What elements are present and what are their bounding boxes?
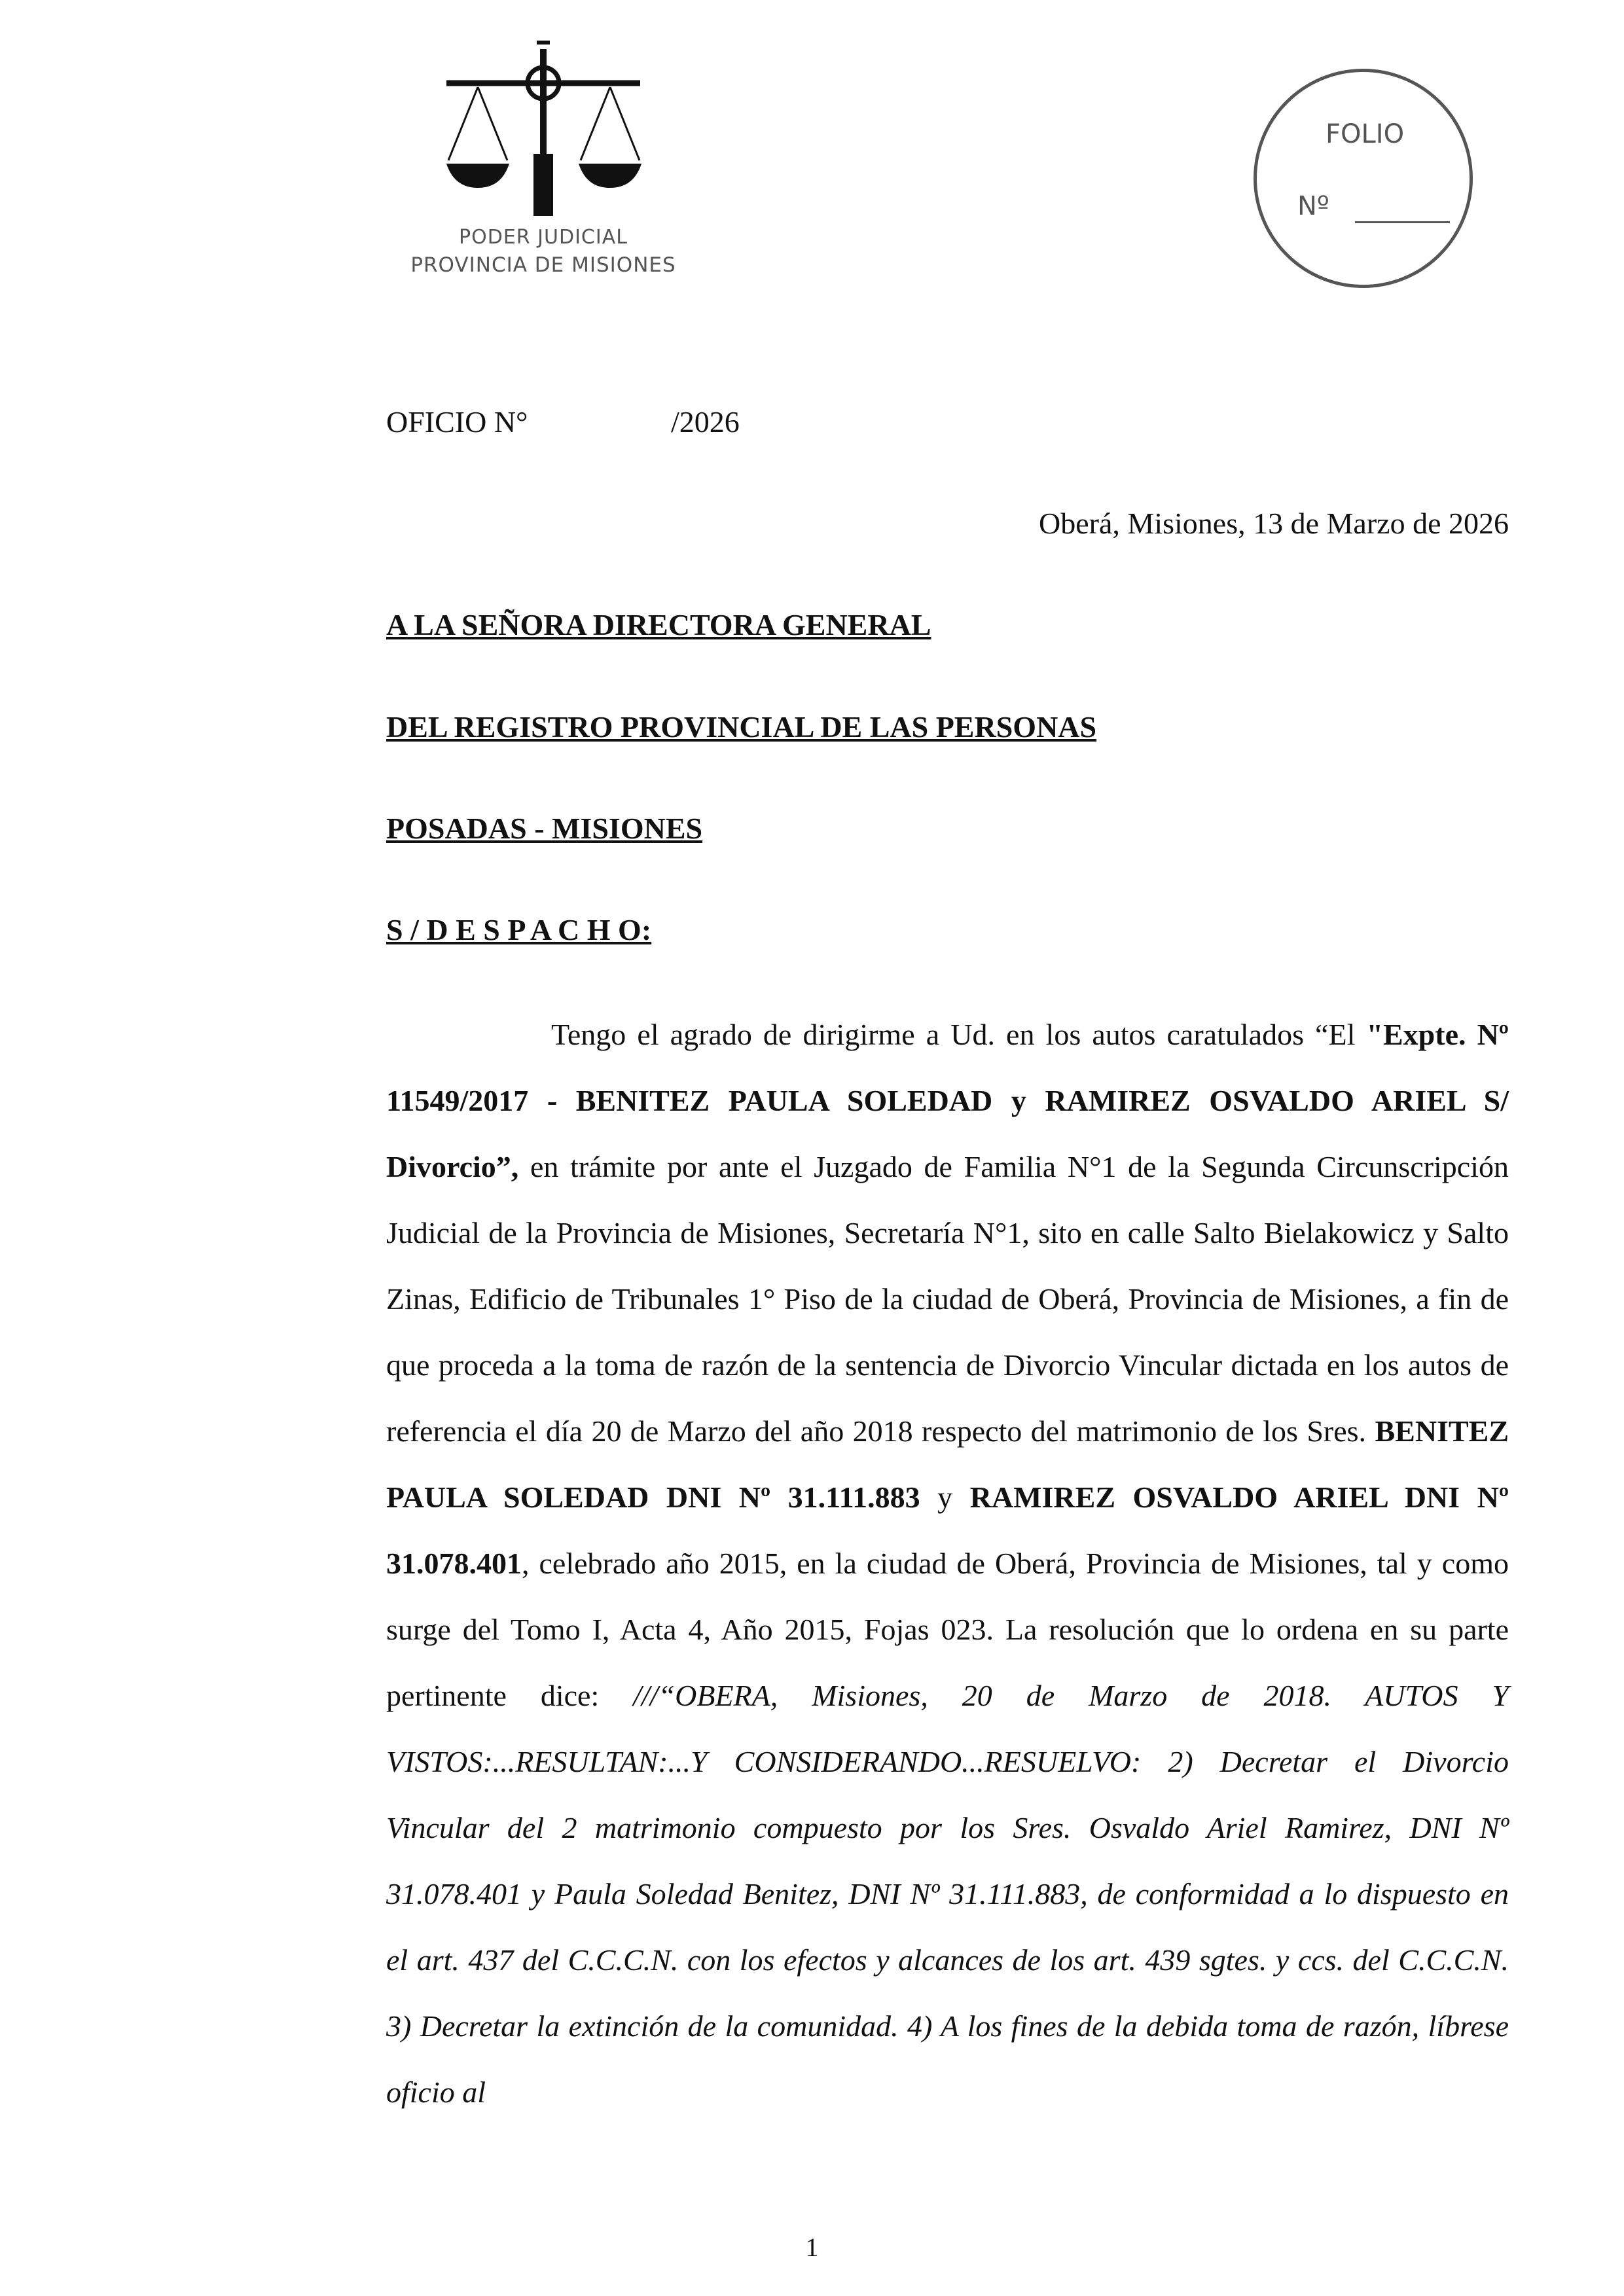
resolution-quote: ///“OBERA, Misiones, 20 de Marzo de 2018. AUTOS Y VISTOS:...RESULTAN:...Y CONSIDERANDO...RESUELVO: 2) Decretar el Divorcio Vincular del 2 matrimonio compuesto por los Sres. Osvaldo Ariel Ramirez, DNI Nº 31.078.401 y Paula Soledad Benitez, DNI Nº 31.111.883, de conformidad a lo dispuesto en el art. 437 del C.C.C.N. con los efectos y alcances de los art. 439 sgtes. y ccs. del C.C.C.N. 3) Decretar la extinción de la comunidad. 4) A los fines de la debida toma de razón, líbrese oficio al <box>386 1679 1509 2109</box>
folio-title: FOLIO <box>1326 119 1405 149</box>
logo-line-2: PROVINCIA DE MISIONES <box>410 253 676 277</box>
oficio-label: OFICIO N° <box>386 405 528 439</box>
addressee-line-1: A LA SEÑORA DIRECTORA GENERAL <box>386 608 931 641</box>
court-logo <box>393 36 694 298</box>
addressee-line-3: POSADAS - MISIONES <box>386 812 703 845</box>
folio-number-blank <box>1355 221 1450 223</box>
letter-body <box>386 1001 1509 2125</box>
addressee-line-2: DEL REGISTRO PROVINCIAL DE LAS PERSONAS <box>386 710 1097 744</box>
addressee-line-4: S / D E S P A C H O: <box>386 913 652 946</box>
folio-stamp <box>1254 69 1473 288</box>
body-court-details: en trámite por ante el Juzgado de Familia N°1 de la Segunda Circunscripción Judicial de la Provincia de Misiones, Secretaría N°1, sito en calle Salto Bielakowicz y Salto Zinas, Edificio de Tribunales 1° Piso de la ciudad de Oberá, Provincia de Misiones, a fin de que proceda a la toma de razón de la sentencia de Divorcio Vincular dictada en los autos de referencia el día 20 de Marzo del año 2018 respecto del matrimonio de los Sres. <box>386 1150 1509 1448</box>
party-2: RAMIREZ OSVALDO ARIEL DNI Nº 31.078.401 <box>386 1480 1509 1580</box>
logo-line-1: PODER JUDICIAL <box>459 226 628 249</box>
body-intro: Tengo el agrado de dirigirme a Ud. en los autos caratulados “El <box>551 1018 1367 1051</box>
body-marriage-details: , celebrado año 2015, en la ciudad de Oberá, Provincia de Misiones, tal y como surge del Tomo I, Acta 4, Año 2015, Fojas 023. La resolución que lo ordena en su parte pertinente dice: <box>386 1547 1509 1712</box>
case-title: "Expte. Nº 11549/2017 - BENITEZ PAULA SOLEDAD y RAMIREZ OSVALDO ARIEL S/ Divorcio”, <box>386 1018 1509 1183</box>
party-1: BENITEZ PAULA SOLEDAD DNI Nº 31.111.883 <box>386 1414 1509 1514</box>
oficio-number: /2026 <box>671 405 740 439</box>
page-number: 1 <box>805 2233 819 2262</box>
document-date: Oberá, Misiones, 13 de Marzo de 2026 <box>1039 507 1509 540</box>
scales-of-justice-icon <box>439 36 648 219</box>
body-conjunction: y <box>920 1480 970 1514</box>
folio-number-label: Nº <box>1297 191 1329 221</box>
